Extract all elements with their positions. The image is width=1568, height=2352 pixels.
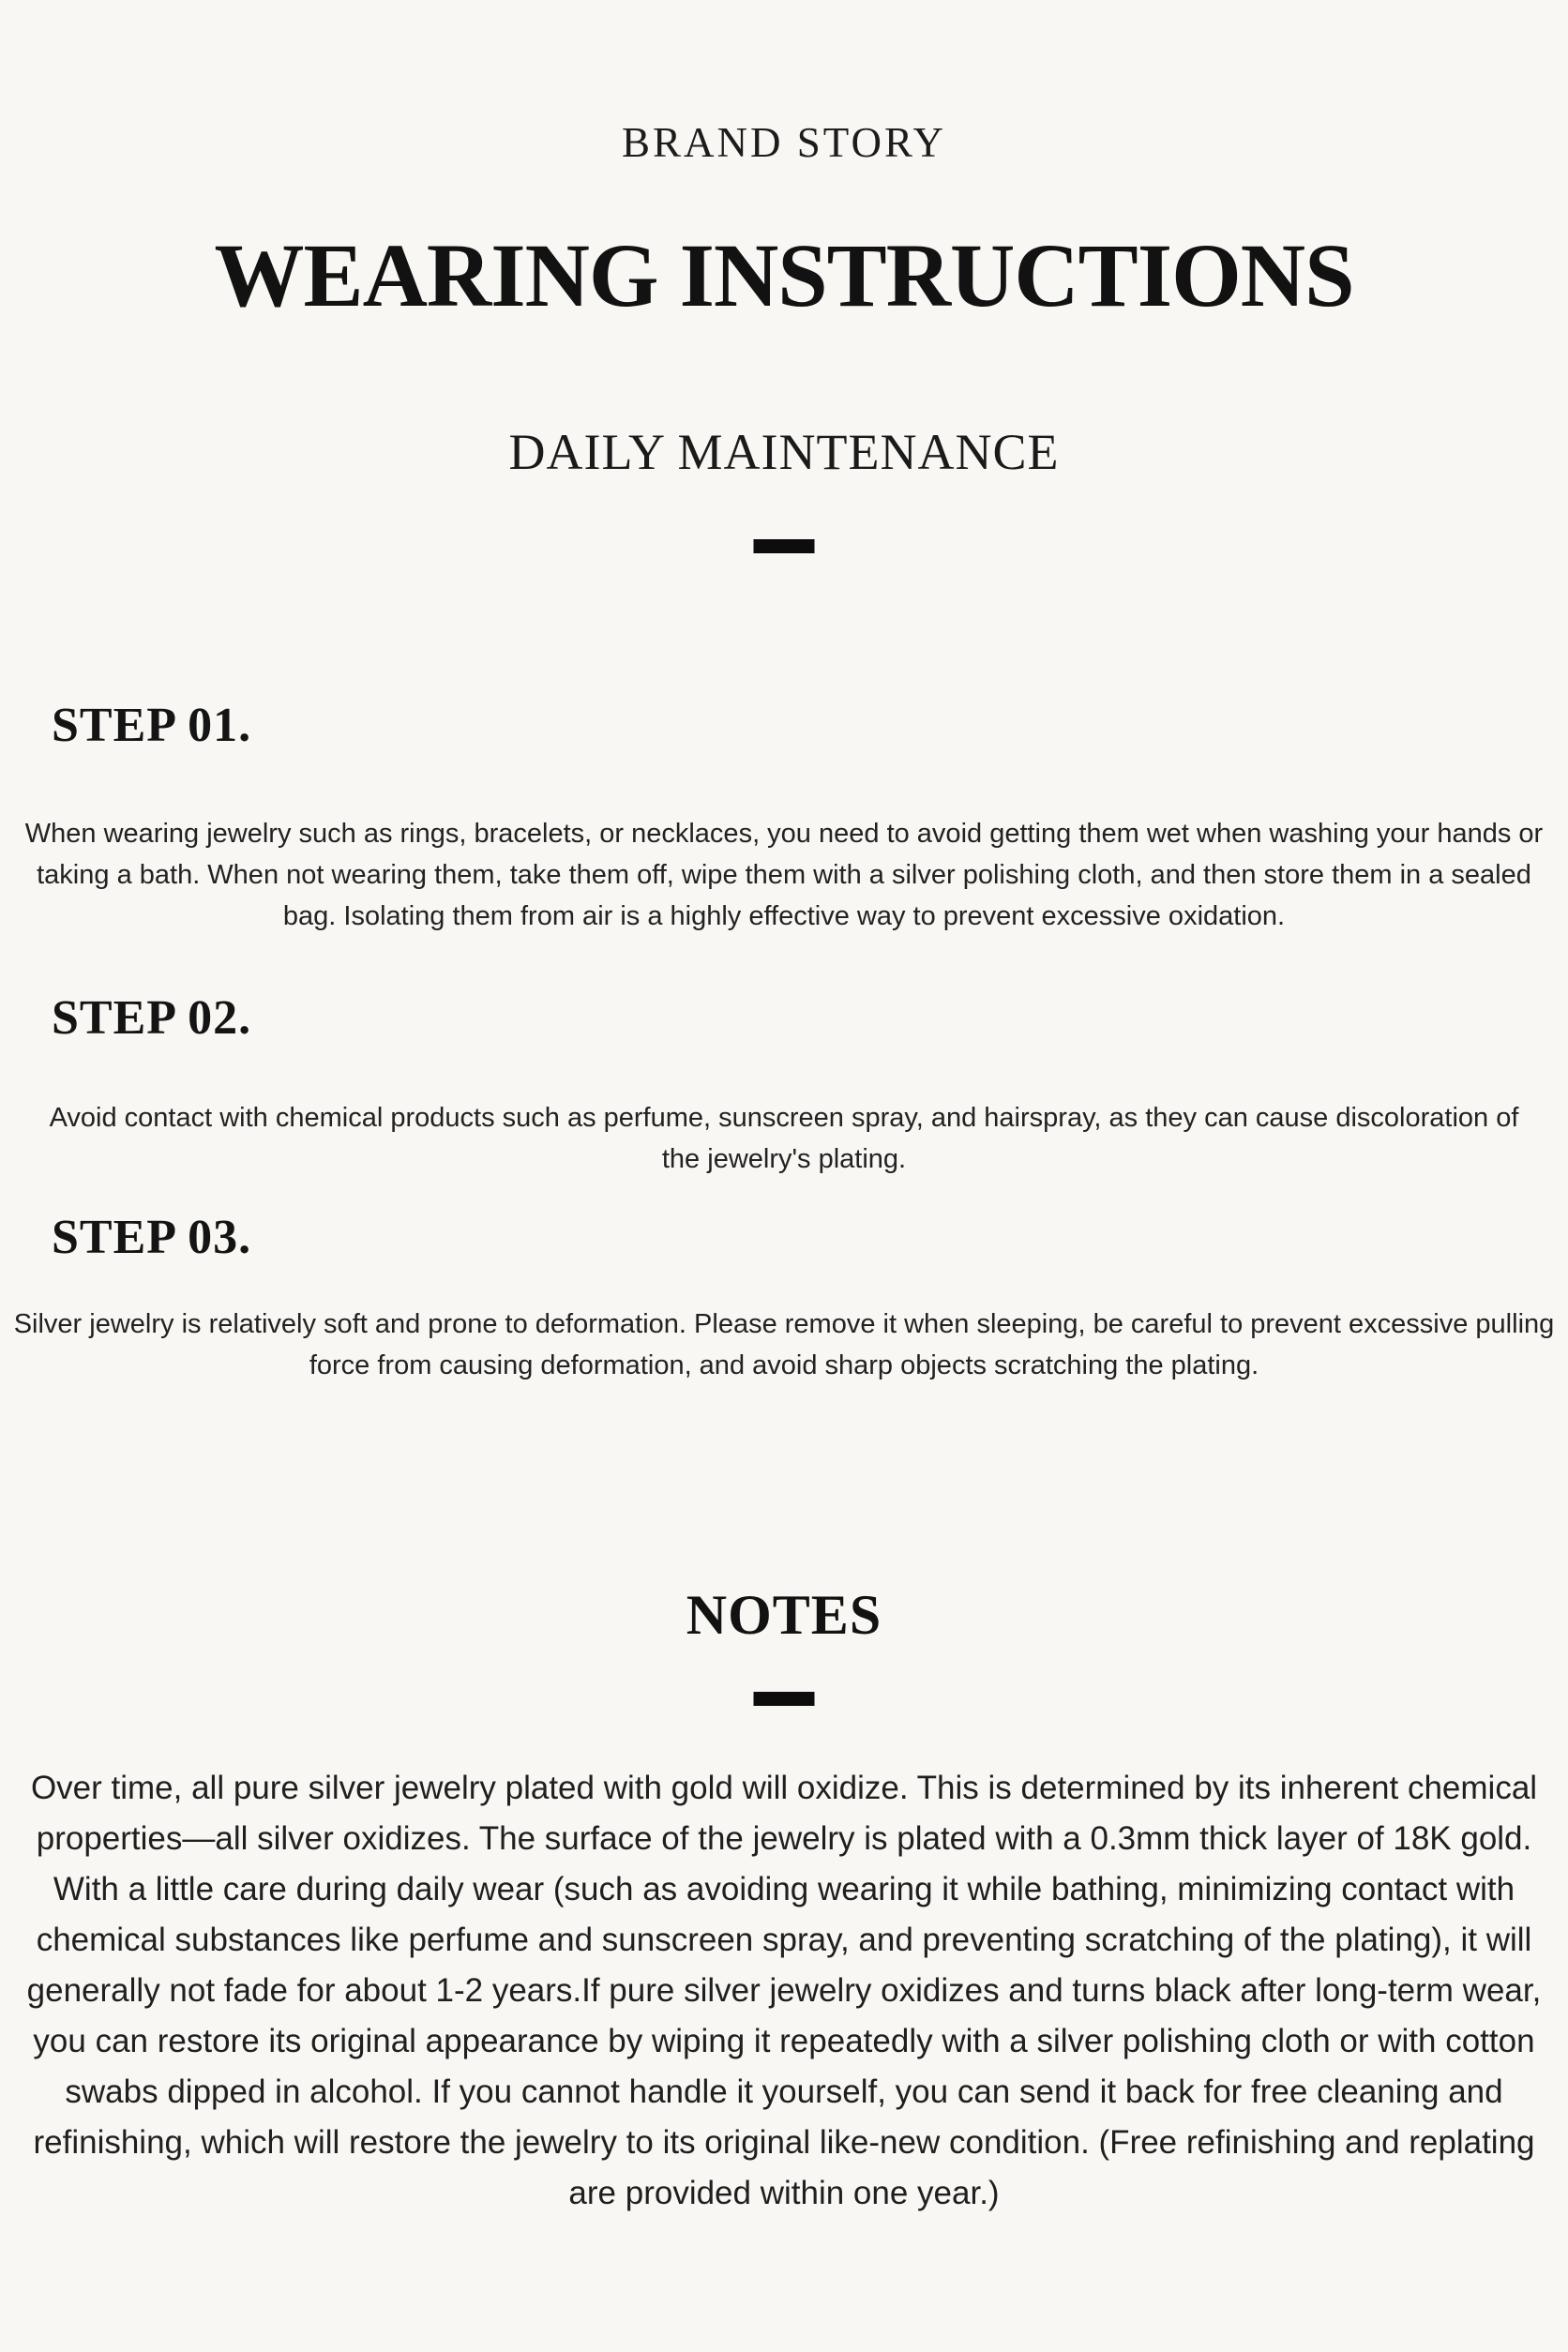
step-02-paragraph: Avoid contact with chemical products such as perfume, sunscreen spray, and hairspray, as they can cause discoloration of the jewelry's plating. xyxy=(49,1103,1519,1174)
divider-bar xyxy=(754,539,815,553)
page-title: WEARING INSTRUCTIONS xyxy=(214,225,1354,325)
eyebrow-brand-story: BRAND STORY xyxy=(621,119,946,166)
step-03-paragraph: Silver jewelry is relatively soft and prone to deformation. Please remove it when sleeping, be careful to prevent excessive pulling force from causing deformation, and avoid sharp objects scratching the plating. xyxy=(13,1309,1555,1380)
divider-bar xyxy=(754,1692,815,1706)
section-heading-daily-maintenance: DAILY MAINTENANCE xyxy=(508,424,1060,480)
step-01-heading: STEP 01. xyxy=(52,699,252,752)
step-03-heading: STEP 03. xyxy=(52,1211,252,1264)
step-01-paragraph: When wearing jewelry such as rings, bracelets, or necklaces, you need to avoid getting them wet when washing your hands or taking a bath. When not wearing them, take them off, wipe them with a silver polishing cloth, and then store them in a sealed bag. Isolating them from air is a highly effective way to prevent excessive oxidation. xyxy=(24,819,1544,931)
notes-paragraph: Over time, all pure silver jewelry plated with gold will oxidize. This is determined by its inherent chemical properties—all silver oxidizes. The surface of the jewelry is plated with a 0.3mm thick layer of 18K gold. With a little care during daily wear (such as avoiding wearing it while bathing, minimizing contact with chemical substances like perfume and sunscreen spray, and preventing scratching of the plating), it will generally not fade for about 1-2 years.If pure silver jewelry oxidizes and turns black after long-term wear, you can restore its original appearance by wiping it repeatedly with a silver polishing cloth or with cotton swabs dipped in alcohol. If you cannot handle it yourself, you can send it back for free cleaning and refinishing, which will restore the jewelry to its original like-new condition. (Free refinishing and replating are provided within one year.) xyxy=(26,1770,1542,2211)
step-02-heading: STEP 02. xyxy=(52,991,252,1045)
section-heading-notes: NOTES xyxy=(686,1584,882,1646)
